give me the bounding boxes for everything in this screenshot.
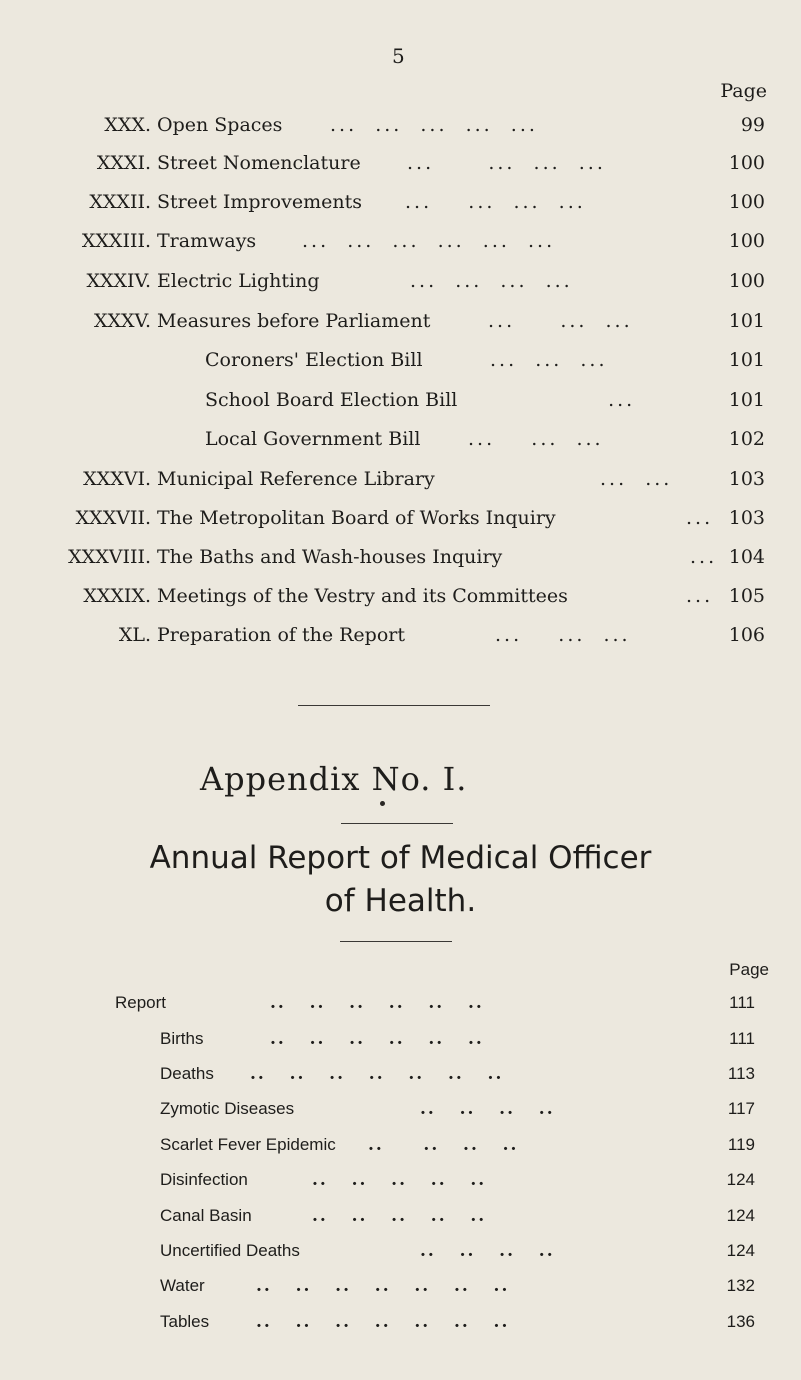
document-page: 5 Page XXX. Open Spaces ... ... ... ... ... 99 XXXI. Street Nomenclature ... ... ... ... 100 XXXII. Street Improvements ... ... ... ... 100 XXXIII. Tramways ... ... ... ... ... ... 100 XXXIV. Electric Lighting ... ... ... ... 100 XXXV. Measures before Parliament ... ... ... 101 Coroners' Election Bill ... ... ... 101 School Board Election Bill ... 101 Local Government Bill ... ... ... 102 XXXVI. Municipal Reference Library ... ... 103 XXXVII. The Metropolitan Board of Works Inquiry ... 103 XXXVIII. The Baths and Wash-houses Inquiry ... 104 XXXIX. Meetings of the Vestry and its Committees ... 105 XL. Preparation of the Report ... ... ... 106 Appendix No. I. Annual Report of Medical Officer of Health. Page Report .. .. .. .. .. .. 111 Births .. .. .. .. .. .. 111 Deaths .. .. .. .. .. .. .. 113 Zymotic Diseases .. .. .. .. 117 Scarlet Fever Epidemic .. .. .. .. 119 Disinfection .. .. .. .. .. 124 Canal Basin .. .. .. .. .. 124 Uncertified Deaths .. .. .. .. 124 Water .. .. .. .. .. .. .. 132 Tables .. .. .. .. .. .. .. 136 — [0, 0, 801, 1380]
toc-page: 101 — [728, 389, 765, 411]
toc-title: The Baths and Wash-houses Inquiry — [157, 546, 503, 568]
divider — [341, 823, 453, 824]
item-title: Disinfection — [160, 1170, 248, 1189]
toc-title: School Board Election Bill — [205, 389, 458, 411]
toc-number: XXX. — [104, 114, 151, 136]
item-page: 124 — [726, 1170, 755, 1189]
toc-page: 102 — [728, 428, 765, 450]
toc-page: 99 — [740, 114, 765, 136]
toc-number: XXXVIII. — [68, 546, 151, 568]
toc-title: Preparation of the Report — [157, 624, 405, 646]
toc-number: XXXVI. — [83, 468, 151, 490]
toc-number: XXXIII. — [81, 230, 151, 252]
item-title: Report — [115, 993, 167, 1012]
item-title: Zymotic Diseases — [160, 1099, 295, 1118]
toc-page: 100 — [728, 191, 765, 213]
item-page: 124 — [726, 1206, 755, 1225]
toc-page: 101 — [728, 310, 765, 332]
toc-title: Measures before Parliament — [157, 310, 431, 332]
toc-page: 103 — [728, 468, 765, 490]
toc-page: 101 — [728, 349, 765, 371]
toc-page: 105 — [728, 585, 765, 607]
item-page: 117 — [727, 1099, 755, 1118]
item-page: 119 — [727, 1135, 755, 1154]
toc-number: XXXI. — [96, 152, 151, 174]
toc-title: Local Government Bill — [205, 428, 421, 450]
item-title: Tables — [160, 1312, 210, 1331]
appendix-page-header: Page — [729, 960, 769, 979]
item-page: 111 — [729, 993, 755, 1012]
toc-number: XXXIV. — [86, 270, 151, 292]
toc-title: Street Improvements — [157, 191, 362, 213]
toc-number: XXXVII. — [75, 507, 151, 529]
item-title: Water — [160, 1276, 205, 1295]
toc-page: 100 — [728, 230, 765, 252]
item-title: Uncertified Deaths — [160, 1241, 300, 1260]
contents-page-header: Page — [720, 80, 767, 102]
toc-page: 100 — [728, 152, 765, 174]
toc-page: 106 — [728, 624, 765, 646]
item-title: Canal Basin — [160, 1206, 252, 1225]
item-title: Deaths — [160, 1064, 214, 1083]
toc-number: XXXIX. — [83, 585, 151, 607]
item-page: 113 — [727, 1064, 755, 1083]
toc-title: Electric Lighting — [157, 270, 320, 292]
toc-title: Street Nomenclature — [157, 152, 361, 174]
toc-title: Municipal Reference Library — [157, 468, 435, 490]
toc-number: XL. — [118, 624, 151, 646]
toc-page: 103 — [728, 507, 765, 529]
report-title-line-1: Annual Report of Medical Officer — [149, 840, 652, 876]
item-page: 124 — [726, 1241, 755, 1260]
toc-title: Open Spaces — [157, 114, 283, 136]
page-number: 5 — [392, 44, 405, 68]
toc-title: The Metropolitan Board of Works Inquiry — [157, 507, 556, 529]
toc-title: Meetings of the Vestry and its Committees — [157, 585, 568, 607]
item-page: 136 — [726, 1312, 755, 1331]
toc-page: 100 — [728, 270, 765, 292]
toc-number: XXXV. — [93, 310, 151, 332]
report-title-line-2: of Health. — [324, 883, 477, 919]
ornament-dot — [380, 801, 385, 806]
item-page: 132 — [726, 1276, 755, 1295]
toc-number: XXXII. — [89, 191, 151, 213]
item-title: Births — [160, 1029, 204, 1048]
item-page: 111 — [729, 1029, 755, 1048]
divider — [340, 941, 452, 942]
toc-page: 104 — [728, 546, 765, 568]
appendix-heading: Appendix No. I. — [200, 760, 468, 798]
toc-title: Tramways — [157, 230, 257, 252]
item-title: Scarlet Fever Epidemic — [160, 1135, 336, 1154]
toc-title: Coroners' Election Bill — [205, 349, 423, 371]
divider — [298, 705, 490, 706]
